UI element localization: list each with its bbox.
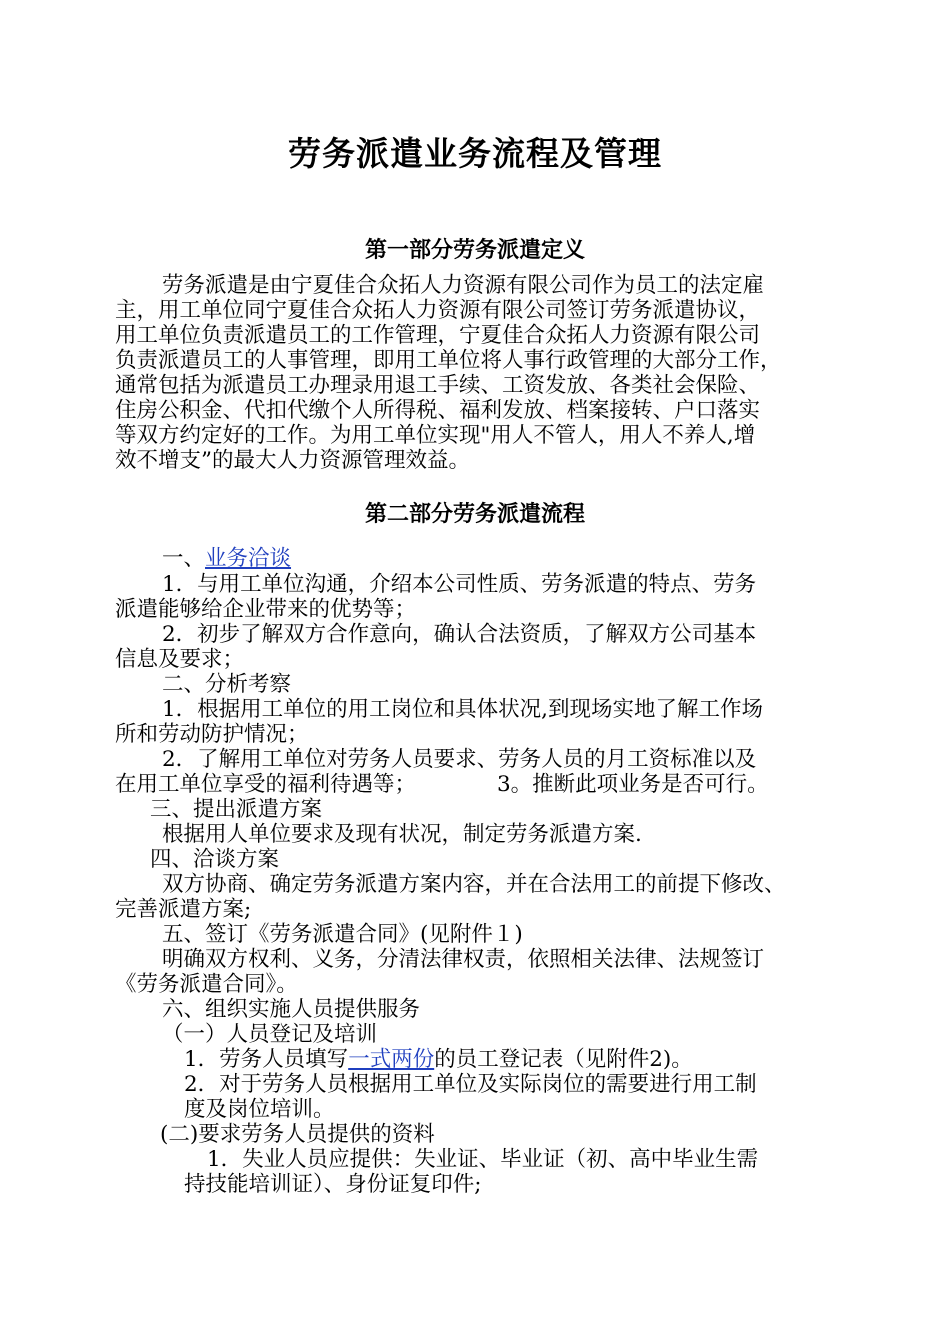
section-6a-line-3: 度及岗位培训。: [184, 1097, 335, 1122]
part1-line-4: 负责派遣员工的人事管理，即用工单位将人事行政管理的大部分工作，: [115, 348, 782, 373]
section-2-line-3: 2．了解用工单位对劳务人员要求、劳务人员的月工资标准以及: [162, 747, 757, 772]
section-2-line-1: 1．根据用工单位的用工岗位和具体状况,到现场实地了解工作场: [162, 697, 764, 722]
section-6b-heading: (二)要求劳务人员提供的资料: [160, 1122, 435, 1147]
business-negotiation-link[interactable]: 业务洽谈: [205, 546, 292, 571]
section-6a-line-2: 2．对于劳务人员根据用工单位及实际岗位的需要进行用工制: [184, 1072, 757, 1097]
section-5-heading: 五、签订《劳务派遣合同》(见附件１): [162, 922, 523, 947]
section-6b-line-1: 1．失业人员应提供：失业证、毕业证（初、高中毕业生需: [207, 1147, 759, 1172]
section-4-line-1: 双方协商、确定劳务派遣方案内容，并在合法用工的前提下修改、: [162, 872, 786, 897]
section-6b-line-2: 持技能培训证）、身份证复印件;: [184, 1172, 482, 1197]
section-1-prefix: 一、: [162, 546, 206, 571]
section-6a-line-1-post: 的员工登记表（见附件2)。: [434, 1047, 693, 1072]
part1-line-2: 主，用工单位同宁夏佳合众拓人力资源有限公司签订劳务派遣协议，: [115, 298, 761, 323]
part1-line-8: 效不增支”的最大人力资源管理效益。: [115, 448, 470, 473]
section-1-line-2: 派遣能够给企业带来的优势等；: [115, 597, 417, 622]
part1-heading: 第一部分劳务派遣定义: [364, 237, 585, 263]
section-4-line-2: 完善派遣方案;: [115, 897, 252, 922]
section-6a-line-1: [184, 1047, 693, 1073]
section-1-heading: [162, 546, 291, 572]
part2-heading: 第二部分劳务派遣流程: [364, 501, 585, 527]
section-2-line-2: 所和劳动防护情况；: [115, 722, 309, 747]
section-1-line-3: 2．初步了解双方合作意向，确认合法资质，了解双方公司基本: [162, 622, 757, 647]
part1-line-5: 通常包括为派遣员工办理录用退工手续、工资发放、各类社会保险、: [115, 373, 761, 398]
part1-line-7: 等双方约定好的工作。为用工单位实现"用人不管人，用人不养人,增: [115, 423, 756, 448]
section-4-heading: 四、洽谈方案: [150, 847, 280, 872]
section-2-line-4: 在用工单位享受的福利待遇等；: [115, 772, 417, 797]
section-6a-heading: （一）人员登记及培训: [162, 1022, 378, 1047]
section-2-line-4b: 3。推断此项业务是否可行。: [497, 772, 769, 797]
duplicate-copies-link[interactable]: 一式两份: [348, 1047, 435, 1072]
document-title: 劳务派遣业务流程及管理: [288, 134, 662, 173]
part1-line-3: 用工单位负责派遣员工的工作管理，宁夏佳合众拓人力资源有限公司: [115, 323, 761, 348]
section-2-heading: 二、分析考察: [162, 672, 292, 697]
section-3-heading: 三、提出派遣方案: [150, 797, 323, 822]
section-3-line-1: 根据用人单位要求及现有状况，制定劳务派遣方案.: [162, 822, 642, 847]
section-6-heading: 六、组织实施人员提供服务: [162, 997, 421, 1022]
section-1-line-1: 1．与用工单位沟通，介绍本公司性质、劳务派遣的特点、劳务: [162, 572, 757, 597]
section-6a-line-1-pre: 1．劳务人员填写: [184, 1047, 349, 1072]
section-5-line-1: 明确双方权利、义务，分清法律权责，依照相关法律、法规签订: [162, 947, 765, 972]
section-1-line-4: 信息及要求；: [115, 647, 245, 672]
part1-line-6: 住房公积金、代扣代缴个人所得税、福利发放、档案接转、户口落实: [115, 398, 761, 423]
part1-line-1: 劳务派遣是由宁夏佳合众拓人力资源有限公司作为员工的法定雇: [162, 273, 765, 298]
section-5-line-2: 《劳务派遣合同》。: [115, 972, 298, 997]
